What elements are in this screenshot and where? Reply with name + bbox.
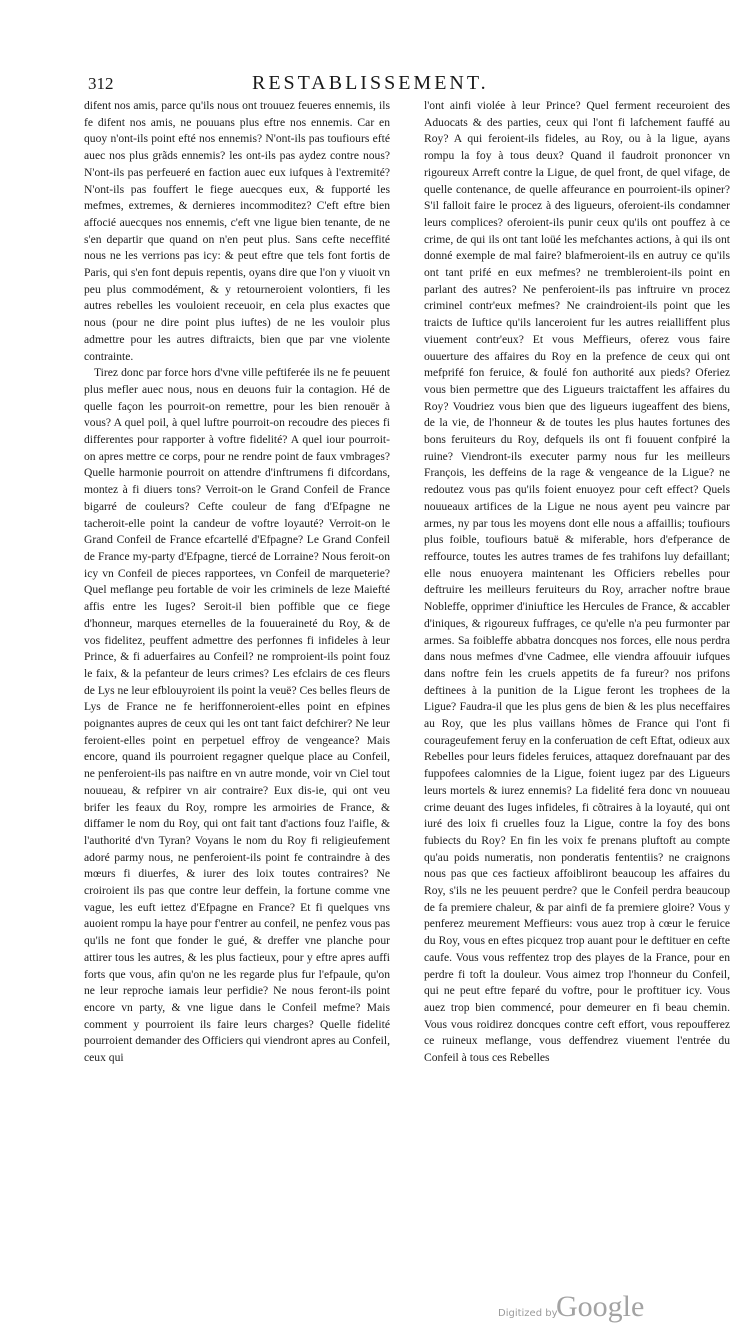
page-header (84, 72, 732, 96)
left-column (84, 98, 390, 1248)
page-number: 312 (88, 74, 114, 93)
paragraph: difent nos amis, parce qu'ils nous ont trouuez feueres ennemis, ils fe difent nos amis, ne pouuans plus eftre nos ennemis. Car en quoy n'ont-ils point efté nos ennemis? N'ont-ils pas toufiours efté auec nos plus grãds ennemis? les ont-ils pas aydez contre nous? N'ont-ils pas perfeueré en faction auec eux iufques à l'extremité? N'ont-ils pas fouffert le fiege auecques eux, & fupporté les mefmes, extremes, & dernieres incommoditez? C'eft eftre bien affocié auecques nos ennemis, c'eft vne ligue bien tenante, de ne s'en departir que quand on n'en peut plus. Sans cefte neceffité nous ne les verrions pas icy: & peut eftre que tels font fortis de Paris, qui s'en font depuis repentis, oyans dire que l'on y viuoit vn peu plus commodément, & y retourneroient volontiers, fi les autres rebelles les vouloient receuoir, en cela plus exactes que nous (pour ne dire point plus iuftes) de ne les vouloir plus admettre pour les autres diftraicts, bien que par vne violente contrainte. (84, 99, 390, 363)
digitized-by-text: Digitized by (498, 1308, 558, 1319)
digitized-by-google-watermark (498, 1290, 698, 1334)
running-title: RESTABLISSEMENT. (252, 72, 489, 94)
right-column (424, 98, 730, 1248)
book-page (84, 72, 732, 1252)
google-logo: Google (556, 1290, 645, 1323)
paragraph: Tirez donc par force hors d'vne ville peftiferée ils ne fe peuuent plus mefler auec nous, nous en deuons fuir la contagion. Hé de quelle façon les pourroit-on remettre, pour les bien renouër à vous? A quel poil, à quel luftre pourroit-on recoudre des pieces fi differentes pour rapporter à voftre fidelité? A quel iour pourroit-on apres mettre ce corps, pour ne rendre point de faux vmbrages? Quelle harmonie pourroit on attendre d'inftrumens fi difcordans, montez à fi diuers tons? Verroit-on le Grand Confeil de France bigarré de couleurs? Cefte couleur de fang d'Efpagne ne tacheroit-elle point la candeur de voftre loyauté? Verroit-on le Grand Confeil de France efcartellé d'Efpagne? Le Grand Confeil de France my-party d'Efpagne, tiercé de Lorraine? Nous feroit-on icy vn Confeil de pieces rapportees, vn Confeil de marqueterie? Quel meflange peu fortable de voir les criminels de leze Maiefté affis entre les Iuges? Seroit-il bien poffible que ce fiege d'honneur, marques eternelles de la fouueraineté du Roy, & de vos fidelitez, peuffent admettre des perfonnes fi infideles à leur Prince, & fi aduerfaires au Confeil? ne romproient-ils point fouz le faix, & la pefanteur de leurs crimes? Les efclairs de ces fleurs de Lys ne leur efblouyroient ils point la veuë? Ces belles fleurs de Lys de France ne fe heriffonneroient-elles point en efpines poignantes aupres de ceux qui les ont tant faict defchirer? Ne leur feroient-elles point en perpetuel effroy de vengeance? Mais encore, quand ils pourroient regagner quelque place au Confeil, ne penferoient-ils pas naiftre en vn autre monde, voir vn Ciel tout nouueau, & refpirer vn air contraire? Eux dis-ie, qui ont veu brifer les feaux du Roy, rompre les armoiries de France, & diffamer le nom du Roy, qui ont fait tant d'actions fouz l'aifle, & l'authorité d'vn Tyran? Voyans le nom du Roy fi religieufement adoré parmy nous, ne penferoient-ils point fe contraindre à des mœurs fi diuerfes, & iurer des loix toutes contraires? Ne croiroient ils pas que contre leur deffein, la fortune comme vne vague, les euft iettez d'Efpagne en France? Et fi quelques vns auoient rompu la haye pour f'entrer au confeil, ne penfez vous pas qu'ils ne font que fonder le gué, & dreffer vne planche pour attirer tous les autres, & les plus factieux, pour y eftre apres auffi forts que vous, afin qu'on ne les regarde plus fur l'efpaule, qu'on ne leur reproche iamais leur perfidie? Ne nous feront-ils point encore vn party, & vne ligue dans le Confeil mefme? Mais comment y pourroient ils faire leurs charges? Quelle fidelité pourroient demander des Officiers qui viendront apres au Confeil, ceux qui (84, 366, 390, 1065)
paragraph: l'ont ainfi violée à leur Prince? Quel ferment receuroient des Aduocats & des parties, ceux qui l'ont fi lafchement fauffé au Roy? A qui feroient-ils fideles, au Roy, ou à la ligue, ayans rompu la foy à tous deux? Quand il faudroit prononcer vn rigoureux Arreft contre la Ligue, de quel front, de quel vifage, de quelle contenance, de quelle affeurance en pourroient-ils opiner? S'il falloit faire le procez à des ligueurs, oferoient-ils condamner leurs complices? oferoient-ils punir ceux qu'ils ont pouffez à ce crime, de qui ils ont tant loüé les mefchantes actions, à qui ils ont donné exemple de mal faire? blafmeroient-ils en autruy ce qu'ils ont tant prifé en eux mefmes? ne trembleroient-ils point en parlant des autres? Ne penferoient-ils pas inftruire vn procez criminel contr'eux mefmes? Ne craindroient-ils point que les traicts de Iuftice qu'ils lanceroient fur les autres reialliffent plus viuement contr'eux? Et vous Meffieurs, oferez vous faire ouuerture des affaires du Roy en la prefence de ceux qui ont mefprifé fon feruice, & foulé fon authorité aux pieds? Oferiez vous bien permettre que des Ligueurs traictaffent les affaires du Roy? Voudriez vous bien que des ligueurs iugeaffent des biens, de la vie, de l'honneur & de toutes les plus hautes fortunes des bons feruiteurs du Roy, defquels ils ont fi fouuent confpiré la ruine? Viendront-ils executer parmy nous fur les meilleurs François, les deffeins de la rage & vengeance de la Ligue? ne redoutez vous pas qu'ils foient enuoyez pour ceft effect? Quels nouueaux artifices de la Ligue ne nous ayent peu vaincre par armes, ny par tous les moyens dont elle nous a affaillis; toufiours plus foible, toufiours batuë & miferable, hors d'efperance de reffource, toutes les autres trames de fes trahifons luy defaillant; elle nous enuoyera maintenant les Officiers rebelles pour deftruire les meilleurs feruiteurs du Roy, arracher noftre braue Nobleffe, opprimer d'iniuftice les Hercules de France, & accabler d'iniques, & rigoureux fuffrages, ce qu'elle n'a peu furmonter par armes. Sa foibleffe abbatra doncques nos forces, elle nous perdra dans nous mefmes d'vne Cadmee, elle viendra affouuir iufques dans noftre fein les cruels appetits de fa fureur? nos prifons deftinees à la punition de la Ligue feront les trophees de la Ligue? Faudra-il que les plus gens de bien & les plus neceffaires au Roy, que les plus vaillans hõmes de France qui l'ont fi courageufement feruy en la conferuation de ceft Eftat, odieux aux Rebelles pour leurs fideles feruices, attaquez dorefnauant par des fuppofees calomnies de la Ligue, foient iugez par des Ligueurs leurs mortels & iurez ennemis? La fidelité fera donc vn nouueau crime deuant des Iuges infideles, fi cõtraires à la loyauté, qui ont iuré des loix fi cruelles fouz la Ligue, contre la foy des bons fubiects du Roy? En fin les voix fe prenans pluftoft au compte qu'au poids numeratis, non ponderatis fententiis? ne craignons nous pas que ces factieux affoibliront beaucoup les affaires du Roy, s'ils ne les peuuent perdre? que le Confeil perdra beaucoup de fa premiere chaleur, & par ainfi de fa premiere gloire? Vous y penferez meurement Meffieurs: vous auez trop à cœur le feruice du Roy, vous en eftes picquez trop auant pour le deftituer en cefte caufe. Vous vous reffentez trop des playes de la France, pour en perdre fi toft la douleur. Vous aimez trop l'honneur du Confeil, qui ne peut eftre feparé du voftre, pour le proftituer icy. Vous auez trop bien commencé, pour demeurer en fi beau chemin. Vous vous roidirez doncques contre ceft effort, vous repoufferez ce ruineux meflange, vous deffendrez viuement l'entrée du Confeil à tous ces Rebelles (424, 99, 730, 1065)
